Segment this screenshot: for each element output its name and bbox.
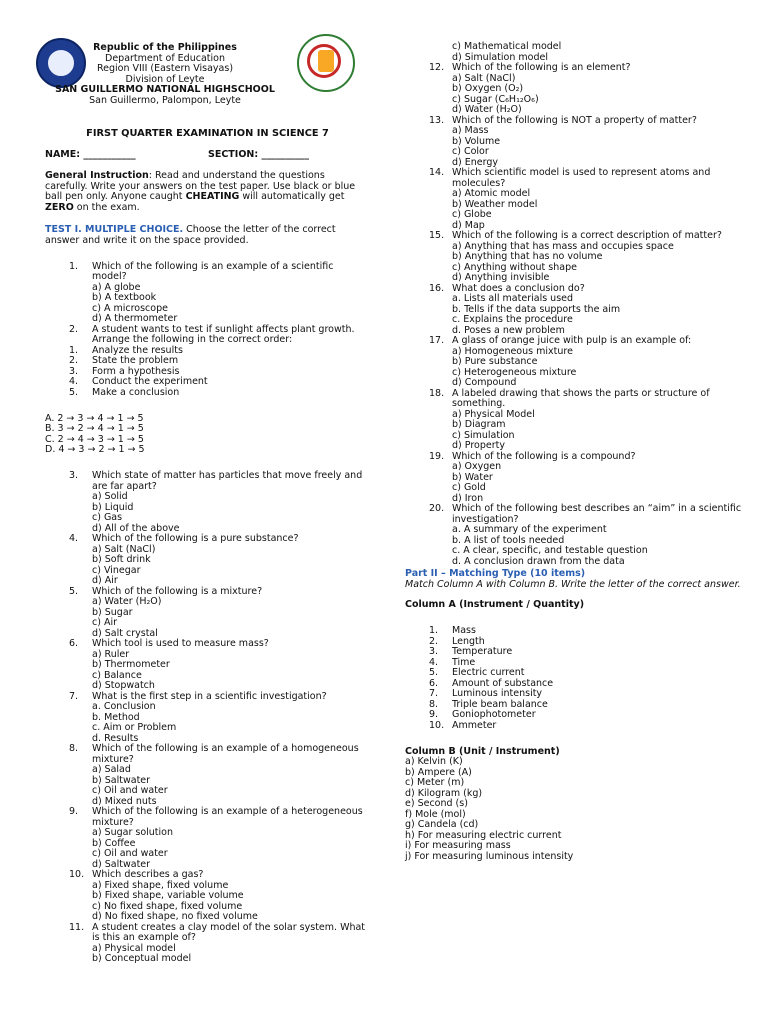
option: c) Sugar (C₆H₁₂O₆) (452, 93, 539, 105)
item-number: 5. (429, 667, 439, 678)
option: a) Salt (NaCl) (92, 543, 156, 555)
question-9 (45, 807, 370, 870)
question-text: Which of the following is a pure substance? (92, 533, 299, 544)
item-text: Triple beam balance (452, 698, 548, 710)
question-number: 3. (69, 470, 79, 481)
question-text: What is the first step in a scientific investigation? (92, 690, 327, 702)
column-b-item: f) Mole (mol) (405, 808, 466, 820)
option: b) Diagram (452, 419, 506, 430)
item-number: 8. (429, 698, 439, 710)
column-b-item: h) For measuring electric current (405, 829, 562, 841)
instruction-text-3: on the exam. (73, 201, 140, 213)
instruction-text-2: will automatically get (239, 191, 345, 202)
option: b) Thermometer (92, 659, 170, 670)
question-text: Which of the following is a mixture? (92, 585, 263, 597)
question-text: Which scientific model is used to represent atoms and molecules? (452, 167, 711, 189)
column-b-item: b) Ampere (A) (405, 766, 472, 778)
name-field: NAME: ___________ (45, 149, 136, 160)
question-number: 7. (69, 690, 79, 702)
option: c) Simulation (452, 429, 515, 441)
step-number: 1. (69, 344, 79, 356)
item-text: Electric current (452, 667, 525, 678)
column-b-item: i) For measuring mass (405, 840, 511, 851)
question-number: 1. (69, 260, 79, 272)
option: a) Homogeneous mixture (452, 345, 573, 357)
option: a) Solid (92, 491, 128, 502)
question-number: 8. (69, 743, 79, 754)
instruction-label: General Instruction (45, 170, 149, 181)
question-17 (405, 336, 750, 389)
option: c) Gas (92, 512, 123, 523)
option: a) Physical Model (452, 408, 535, 420)
option: b) Soft drink (92, 554, 151, 565)
option: d. A conclusion drawn from the data (452, 555, 625, 567)
question-7 (45, 692, 370, 745)
header-region: Region VIII (Eastern Visayas) (96, 63, 234, 74)
question-20 (405, 504, 750, 567)
instruction-cheating: CHEATING (185, 191, 240, 202)
document-header (0, 43, 330, 106)
right-column (405, 42, 750, 862)
option: c) A microscope (92, 302, 168, 314)
option: b) Saltwater (92, 774, 151, 786)
step-text: Form a hypothesis (92, 365, 180, 377)
option: b) Coffee (92, 837, 136, 849)
test1-section (45, 225, 370, 965)
option: c) No fixed shape, fixed volume (92, 900, 243, 912)
question-number: 9. (69, 806, 79, 817)
option: b) A textbook (92, 292, 157, 303)
step-text: Analyze the results (92, 344, 183, 356)
option: a) Oxygen (452, 461, 502, 472)
item-number: 2. (429, 635, 439, 647)
option: c. Explains the procedure (452, 314, 573, 325)
option: c. Aim or Problem (92, 722, 177, 733)
option: d) Iron (452, 492, 484, 504)
instruction-text-1: : Read and understand the questions carefully. Write your answers on the test paper. Use black or blue ball pen only. Anyone caught (45, 170, 356, 202)
question-number: 2. (69, 323, 79, 335)
question-12 (405, 63, 750, 116)
column-b-item: j) For measuring luminous intensity (405, 850, 574, 862)
question-6 (45, 639, 370, 692)
option: c) Color (452, 146, 489, 157)
option: a) Water (H₂O) (92, 596, 162, 607)
question-text: Which of the following is an example of a heterogeneous mixture? (92, 806, 363, 828)
option: c) Air (92, 617, 117, 628)
option: a. Lists all materials used (452, 293, 574, 304)
option: b. Tells if the data supports the aim (452, 303, 621, 315)
option: b. A list of tools needed (452, 534, 565, 546)
test1-instruction (45, 225, 370, 246)
option: d) Energy (452, 156, 499, 168)
option: d) All of the above (92, 522, 180, 534)
question-2 (45, 325, 370, 472)
option: b) Liquid (92, 501, 134, 513)
option: a) Fixed shape, fixed volume (92, 879, 229, 891)
sequence-choice: D. 4 → 3 → 2 → 1 → 5 (45, 444, 145, 455)
option: d) Salt crystal (92, 627, 158, 639)
item-number: 4. (429, 656, 439, 668)
question-text: A student wants to test if sunlight affects plant growth. Arrange the following in the correct order: (92, 323, 355, 345)
column-b-item: a) Kelvin (K) (405, 756, 463, 767)
part2-section (405, 569, 750, 862)
question-text: Which of the following best describes an “aim” in a scientific investigation? (452, 503, 742, 525)
step-text: Make a conclusion (92, 386, 180, 398)
question-14 (405, 168, 750, 231)
question-number: 16. (429, 282, 445, 294)
option: a) Anything that has mass and occupies space (452, 240, 674, 252)
part2-instruction: Match Column A with Column B. Write the letter of the correct answer. (405, 578, 741, 590)
header-department: Department of Education (105, 52, 225, 64)
question-text: Which tool is used to measure mass? (92, 638, 269, 649)
option: b) Fixed shape, variable volume (92, 890, 244, 901)
option: a) Salad (92, 764, 131, 775)
item-number: 1. (429, 625, 439, 636)
option: c) Oil and water (92, 848, 168, 859)
step-number: 4. (69, 376, 79, 387)
option: d) Air (92, 575, 118, 586)
test1-text: Choose the letter of the correct answer and write it on the space provided. (45, 224, 336, 246)
option: c) Mathematical model (452, 41, 562, 52)
option: c) Heterogeneous mixture (452, 366, 577, 378)
option: a) Ruler (92, 648, 130, 660)
item-text: Goniophotometer (452, 709, 536, 720)
sequence-choice: B. 3 → 2 → 4 → 1 → 5 (45, 423, 144, 434)
option: d) A thermometer (92, 313, 178, 324)
question-text: Which describes a gas? (92, 869, 204, 880)
question-number: 19. (429, 450, 445, 462)
question-18 (405, 389, 750, 452)
option: c) Balance (92, 669, 142, 681)
option: a) Mass (452, 125, 489, 136)
question-text: Which state of matter has particles that move freely and are far apart? (92, 470, 363, 492)
question-text: What does a conclusion do? (452, 282, 585, 294)
question-number: 4. (69, 533, 79, 544)
item-text: Ammeter (452, 719, 497, 731)
column-b-heading: Column B (Unit / Instrument) (405, 745, 560, 757)
question-number: 11. (69, 921, 85, 933)
step-text: State the problem (92, 355, 179, 366)
option: d) Property (452, 440, 505, 451)
option: c) Vinegar (92, 564, 141, 576)
option: b) Sugar (92, 606, 133, 618)
item-text: Time (452, 656, 476, 668)
option: b) Volume (452, 135, 501, 147)
option: b) Anything that has no volume (452, 251, 603, 262)
option: b) Water (452, 471, 493, 483)
item-number: 9. (429, 709, 439, 720)
question-4 (45, 534, 370, 587)
option: a) Salt (NaCl) (452, 72, 516, 84)
option: d) Compound (452, 377, 517, 388)
step-text: Conduct the experiment (92, 376, 208, 387)
sequence-choice: A. 2 → 3 → 4 → 1 → 5 (45, 412, 144, 424)
option: b. Method (92, 711, 140, 723)
question-number: 17. (429, 335, 445, 346)
option: a) Physical model (92, 942, 176, 954)
test1-heading: TEST I. MULTIPLE CHOICE. (45, 224, 184, 235)
option: d) Anything invisible (452, 272, 550, 283)
option: d) Saltwater (92, 858, 151, 870)
item-text: Luminous intensity (452, 688, 543, 699)
question-number: 12. (429, 62, 445, 73)
question-number: 14. (429, 167, 445, 178)
question-text: Which of the following is an example of a scientific model? (92, 260, 334, 282)
option: a) Sugar solution (92, 827, 173, 838)
option: c) Gold (452, 482, 486, 493)
question-number: 13. (429, 114, 445, 126)
general-instruction (45, 171, 370, 213)
option: a. A summary of the experiment (452, 524, 607, 535)
sequence-choice: C. 2 → 4 → 3 → 1 → 5 (45, 433, 144, 445)
option: a. Conclusion (92, 701, 156, 712)
option: a) Atomic model (452, 188, 531, 199)
option: c. A clear, specific, and testable question (452, 545, 648, 556)
step-number: 2. (69, 355, 79, 366)
option: b) Oxygen (O₂) (452, 83, 524, 94)
header-address: San Guillermo, Palompon, Leyte (89, 94, 241, 106)
column-a-heading: Column A (Instrument / Quantity) (405, 599, 585, 610)
option: b) Weather model (452, 198, 538, 210)
instruction-zero: ZERO (45, 201, 74, 213)
question-text: Which of the following is NOT a property of matter? (452, 114, 697, 126)
item-number: 7. (429, 688, 439, 699)
header-school: SAN GUILLERMO NATIONAL HIGHSCHOOL (55, 84, 275, 95)
question-number: 20. (429, 503, 445, 514)
option: c) Globe (452, 209, 492, 220)
option: d) No fixed shape, no fixed volume (92, 911, 258, 922)
column-b-item: e) Second (s) (405, 798, 468, 809)
header-republic: Republic of the Philippines (93, 42, 237, 53)
header-division: Division of Leyte (125, 73, 205, 85)
exam-title: FIRST QUARTER EXAMINATION IN SCIENCE 7 (86, 128, 329, 139)
question-11 (45, 923, 370, 965)
question-number: 18. (429, 387, 445, 399)
option: d) Mixed nuts (92, 795, 157, 807)
option: c) Anything without shape (452, 261, 577, 273)
question-5 (45, 587, 370, 640)
question-16 (405, 284, 750, 337)
option: d) Stopwatch (92, 680, 155, 691)
question-text: A labeled drawing that shows the parts or structure of something. (452, 387, 710, 409)
option: a) A globe (92, 281, 141, 293)
item-number: 3. (429, 646, 439, 657)
question-13 (405, 116, 750, 169)
question-3 (45, 471, 370, 534)
question-15 (405, 231, 750, 284)
question-number: 10. (69, 869, 85, 880)
question-text: A glass of orange juice with pulp is an example of: (452, 335, 692, 346)
question-text: Which of the following is an example of a homogeneous mixture? (92, 743, 359, 765)
option: d. Poses a new problem (452, 324, 565, 336)
question-1 (45, 262, 370, 325)
option: d) Map (452, 219, 485, 231)
step-number: 5. (69, 386, 79, 398)
option: b) Pure substance (452, 356, 538, 367)
question-19 (405, 452, 750, 505)
item-text: Amount of substance (452, 677, 554, 689)
question-text: Which of the following is a correct description of matter? (452, 230, 722, 241)
question-text: Which of the following is an element? (452, 62, 631, 73)
option: c) Oil and water (92, 785, 168, 796)
question-number: 15. (429, 230, 445, 241)
question-number: 6. (69, 638, 79, 649)
column-b-item: c) Meter (m) (405, 777, 465, 788)
question-8 (45, 744, 370, 807)
column-b-item: d) Kilogram (kg) (405, 787, 483, 799)
question-number: 5. (69, 585, 79, 597)
question-10 (45, 870, 370, 923)
item-text: Mass (452, 625, 476, 636)
item-text: Temperature (452, 646, 513, 657)
question-text: A student creates a clay model of the solar system. What is this an example of? (92, 921, 366, 943)
item-text: Length (452, 635, 485, 647)
question-text: Which of the following is a compound? (452, 450, 636, 462)
option: d) Water (H₂O) (452, 104, 522, 115)
item-number: 6. (429, 677, 439, 689)
part2-heading: Part II – Matching Type (10 items) (405, 568, 586, 579)
step-number: 3. (69, 365, 79, 377)
item-number: 10. (429, 719, 445, 731)
option: d) Simulation model (452, 51, 548, 63)
option: d. Results (92, 732, 139, 744)
option: b) Conceptual model (92, 953, 192, 964)
column-b-item: g) Candela (cd) (405, 819, 479, 830)
section-field: SECTION: __________ (208, 149, 309, 160)
column-a-item (405, 721, 750, 732)
